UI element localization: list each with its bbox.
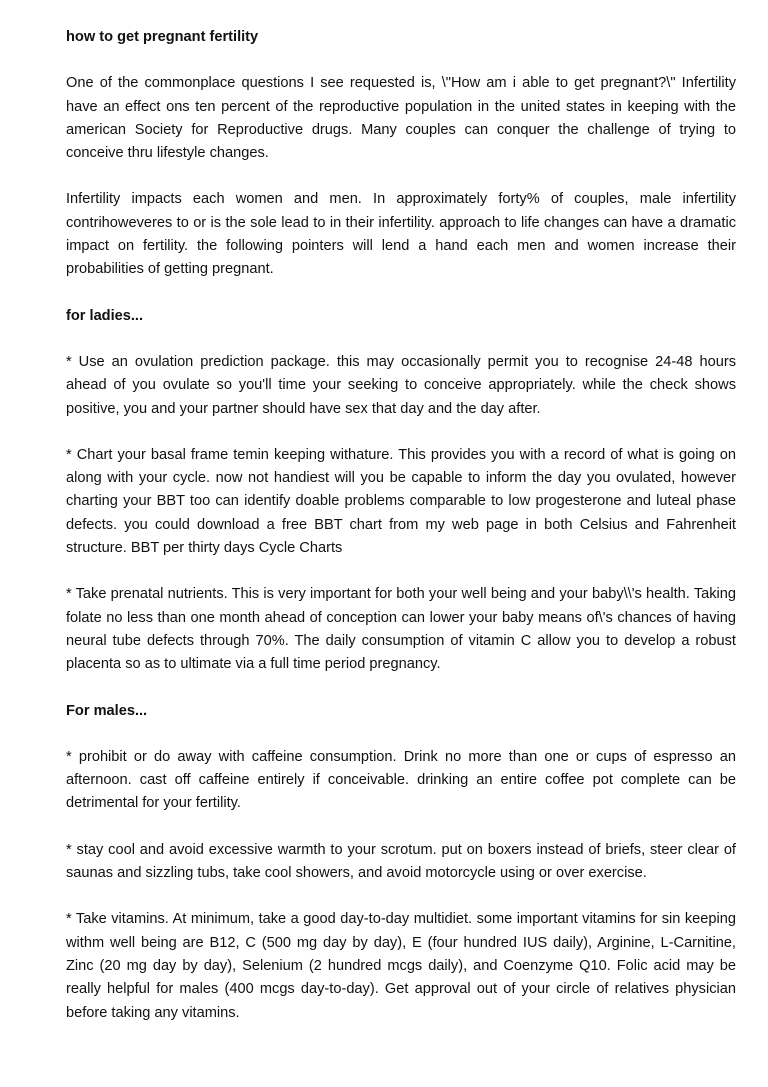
paragraph-infertility-impact: Infertility impacts each women and men. In approximately forty% of couples, male infertility contrihoweveres to or is the sole lead to in their infertility. approach to life changes can have a dramatic impact on fertility. the following pointers will lend a hand each men and women increase their probabilities of getting pregnant. bbox=[66, 191, 736, 278]
paragraph-ovulation-kit: * Use an ovulation prediction package. this may occasionally permit you to recognise 24-48 hours ahead of you ovulate so you'll time your seeking to conceive appropriately. while the check shows positive, you and your partner should have sex that day and the day after. bbox=[66, 353, 736, 417]
section-heading-ladies: for ladies... bbox=[66, 307, 144, 324]
paragraph-caffeine: * prohibit or do away with caffeine consumption. Drink no more than one or cups of espresso an afternoon. cast off caffeine entirely if conceivable. drinking an entire coffee pot complete can be detrimental for your fertility. bbox=[66, 748, 736, 812]
paragraph-intro: One of the commonplace questions I see requested is, \"How am i able to get pregnant?\" Infertility have an effect ons ten percent of the reproductive population in the united states in keeping with the american Society for Reproductive drugs. Many couples can conquer the challenge of trying to conceive thru lifestyle changes. bbox=[66, 75, 736, 162]
document-title: how to get pregnant fertility bbox=[66, 29, 259, 45]
paragraph-prenatal-nutrients: * Take prenatal nutrients. This is very important for both your well being and your baby\\'s health. Taking folate no less than one month ahead of conception can lower your baby means of\'s chances of having neural tube defects through 70%. The daily consumption of vitamin C allow you to develop a robust placenta so as to ultimate via a full time period pregnancy. bbox=[66, 586, 736, 673]
section-heading-males: For males... bbox=[66, 702, 148, 719]
paragraph-vitamins: * Take vitamins. At minimum, take a good day-to-day multidiet. some important vitamins for sin keeping withm well being are B12, C (500 mg day by day), E (four hundred IUS daily), Arginine, L-Carnitine, Zinc (20 mg day by day), Selenium (2 hundred mcgs daily), and Coenzyme Q10. Folic acid may be really helpful for males (400 mcgs day-to-day). Get approval out of your circle of relatives physician before taking any vitamins. bbox=[66, 911, 736, 1021]
paragraph-basal-temperature: * Chart your basal frame temin keeping withature. This provides you with a record of what is going on along with your cycle. now not handiest will you be capable to inform the day you ovulated, however charting your BBT too can identify doable problems comparable to low progesterone and luteal phase defects. you could download a free BBT chart from my web page in both Celsius and Fahrenheit structure. BBT per thirty days Cycle Charts bbox=[66, 446, 736, 557]
paragraph-stay-cool: * stay cool and avoid excessive warmth to your scrotum. put on boxers instead of briefs, steer clear of saunas and sizzling tubs, take cool showers, and avoid motorcycle using or over exercise. bbox=[66, 841, 736, 882]
